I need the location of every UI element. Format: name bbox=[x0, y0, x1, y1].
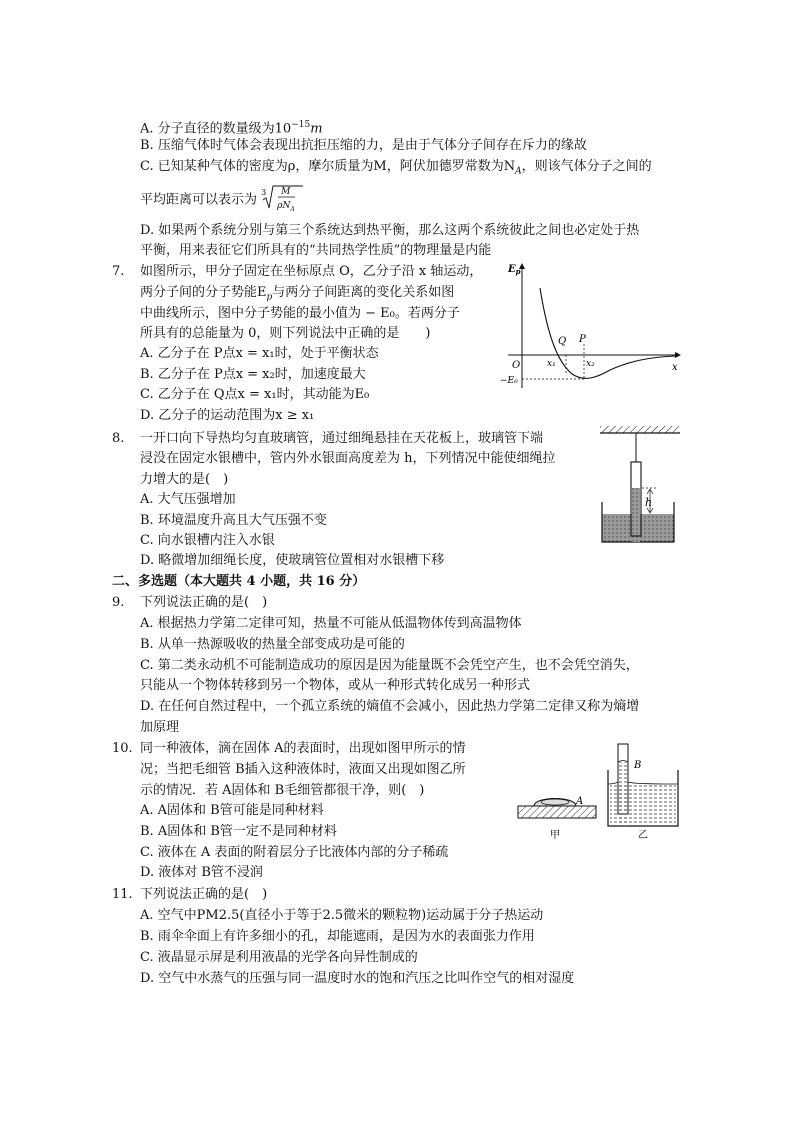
e0-label: −E₀ bbox=[500, 376, 518, 386]
q6-option-c-text: C. 已知某种气体的密度为ρ，摩尔质量为M，阿伏加德罗常数为N bbox=[140, 159, 516, 174]
q7-potential-energy-figure bbox=[500, 258, 685, 394]
q6-option-b: B. 压缩气体时气体会表现出抗拒压缩的力，是由于气体分子间存在斥力的缘故 bbox=[140, 138, 587, 153]
solid-a-label: A bbox=[576, 796, 584, 807]
q11-stem: 下列说法正确的是( ) bbox=[140, 887, 268, 902]
formula-denominator-sub: A bbox=[290, 205, 295, 213]
q8-tube-figure bbox=[596, 424, 682, 546]
q7-option-a: A. 乙分子在 P点x = x₁时，处于平衡状态 bbox=[140, 346, 379, 361]
q11-number: 11. bbox=[112, 887, 133, 902]
solid-a bbox=[518, 806, 596, 818]
height-label-h: h bbox=[645, 496, 653, 509]
q9-option-c-line2: 只能从一个物体转移到另一个物体，或从一种形式转化成另一种形式 bbox=[140, 678, 531, 693]
q10-stem-line3: 示的情况．若 A固体和 B毛细管都很干净，则( ) bbox=[140, 783, 425, 798]
figure-jia-label: 甲 bbox=[550, 830, 560, 841]
q10-option-b: B. A固体和 B管一定不是同种材料 bbox=[140, 824, 337, 839]
q8-option-c: C. 向水银槽内注入水银 bbox=[140, 533, 275, 548]
q9-stem: 下列说法正确的是( ) bbox=[140, 595, 268, 610]
q7-option-c: C. 乙分子在 Q点x = x₁时，其动能为E₀ bbox=[140, 387, 370, 402]
q10-number: 10. bbox=[112, 741, 133, 756]
q6-option-c-line1 bbox=[140, 158, 652, 181]
formula-denominator bbox=[277, 198, 295, 218]
q6-option-c-end: ，则该气体分子之间的 bbox=[521, 159, 652, 174]
q7-stem-line2 bbox=[140, 284, 454, 307]
figure-yi-label: 乙 bbox=[638, 830, 648, 841]
q6-option-a-text: A. 分子直径的数量级为10 bbox=[140, 121, 292, 137]
q11-option-b: B. 雨伞伞面上有许多细小的孔，却能遮雨，是因为水的表面张力作用 bbox=[140, 929, 535, 944]
q6-option-a-unit: m bbox=[310, 121, 323, 137]
q7-option-d: D. 乙分子的运动范围为x ≥ x₁ bbox=[140, 408, 315, 423]
q8-option-b: B. 环境温度升高且大气压强不变 bbox=[140, 513, 327, 528]
q7-stem-line1: 如图所示，甲分子固定在坐标原点 O，乙分子沿 x 轴运动， bbox=[140, 264, 483, 279]
q9-option-c-line1: C. 第二类永动机不可能制造成功的原因是因为能量既不会凭空产生，也不会凭空消失， bbox=[140, 658, 639, 673]
ep-label: $E_p$ bbox=[508, 264, 521, 276]
q11-option-c: C. 液晶显示屏是利用液晶的光学各向异性制成的 bbox=[140, 950, 418, 965]
q6-option-c-sub: A bbox=[515, 166, 522, 177]
q9-number: 9. bbox=[112, 595, 125, 610]
q10-option-c: C. 液体在 A 表面的附着层分子比液体内部的分子稀疏 bbox=[140, 845, 449, 860]
q8-option-d: D. 略微增加细绳长度，使玻璃管位置相对水银槽下移 bbox=[140, 553, 445, 568]
q10-option-a: A. A固体和 B管可能是同种材料 bbox=[140, 803, 324, 818]
q-point-label: Q bbox=[558, 336, 567, 347]
q10-stem-line1: 同一种液体，滴在固体 A的表面时，出现如图甲所示的情 bbox=[140, 741, 466, 756]
q8-stem-line1: 一开口向下导热均匀直玻璃管，通过细绳悬挂在天花板上，玻璃管下端 bbox=[140, 431, 544, 446]
q6-option-c-line2-text: 平均距离可以表示为 bbox=[140, 192, 258, 208]
q7-stem-line4: 所具有的总能量为 0，则下列说法中正确的是 ) bbox=[140, 326, 431, 341]
q11-option-a: A. 空气中PM2.5(直径小于等于2.5微米的颗粒物)运动属于分子热运动 bbox=[140, 908, 544, 923]
q7-option-b: B. 乙分子在 P点x = x₂时，加速度最大 bbox=[140, 367, 366, 382]
q9-option-b: B. 从单一热源吸收的热量全部变成功是可能的 bbox=[140, 637, 405, 652]
potential-curve bbox=[540, 288, 676, 378]
q10-option-d: D. 液体对 B管不浸润 bbox=[140, 865, 263, 880]
capillary-liquid bbox=[619, 762, 627, 826]
x1-label: x₁ bbox=[547, 359, 556, 369]
root-index: 3 bbox=[261, 188, 267, 197]
q11-option-d: D. 空气中水蒸气的压强与同一温度时水的饱和汽压之比叫作空气的相对湿度 bbox=[140, 971, 575, 986]
section-2-heading: 二、多选题（本大题共 4 小题，共 16 分） bbox=[112, 574, 366, 589]
q6-option-d-line1: D. 如果两个系统分别与第三个系统达到热平衡，那么这两个系统彼此之间也必定处于热 bbox=[140, 223, 640, 238]
cube-root-formula bbox=[261, 187, 305, 213]
q9-option-d-line1: D. 在任何自然过程中，一个孤立系统的熵值不会减小，因此热力学第二定律又称为熵增 bbox=[140, 699, 640, 714]
q6-option-a bbox=[140, 117, 323, 137]
formula-numerator: M bbox=[281, 187, 291, 197]
q10-figure bbox=[514, 740, 684, 844]
q6-option-d-line2: 平衡，用来表征它们所具有的“共同热学性质”的物理量是内能 bbox=[140, 243, 492, 258]
q7-number: 7. bbox=[112, 264, 125, 279]
x-axis-label: x bbox=[672, 362, 678, 373]
q6-option-a-exponent: −15 bbox=[291, 120, 311, 130]
q9-option-d-line2: 加原理 bbox=[140, 720, 180, 735]
q7-stem-line2-end: 与两分子间距离的变化关系如图 bbox=[272, 285, 455, 300]
origin-label: O bbox=[512, 360, 521, 371]
ceiling bbox=[600, 426, 680, 433]
x2-label: x₂ bbox=[586, 359, 595, 369]
q8-option-a: A. 大气压强增加 bbox=[140, 492, 236, 507]
q10-stem-line2: 况；当把毛细管 B插入这种液体时，液面又出现如图乙所 bbox=[140, 762, 466, 777]
q7-stem-line2-text: 两分子间的分子势能E bbox=[140, 285, 267, 300]
p-point-label: P bbox=[579, 334, 586, 345]
q8-number: 8. bbox=[112, 431, 125, 446]
capillary-b-label: B bbox=[634, 760, 642, 771]
q8-stem-line3: 力增大的是( ) bbox=[140, 472, 229, 487]
q6-option-c-line2 bbox=[140, 187, 305, 213]
tube-mercury bbox=[632, 488, 640, 542]
q8-stem-line2: 浸没在固定水银槽中，管内外水银面高度差为 h，下列情况中能使细绳拉 bbox=[140, 451, 556, 466]
q7-stem-line3: 中曲线所示，图中分子势能的最小值为 − E₀。若两分子 bbox=[140, 306, 460, 321]
q7-ep-sub: p bbox=[266, 292, 273, 303]
formula-denominator-text: ρN bbox=[277, 201, 291, 211]
q9-option-a: A. 根据热力学第二定律可知，热量不可能从低温物体传到高温物体 bbox=[140, 616, 522, 631]
